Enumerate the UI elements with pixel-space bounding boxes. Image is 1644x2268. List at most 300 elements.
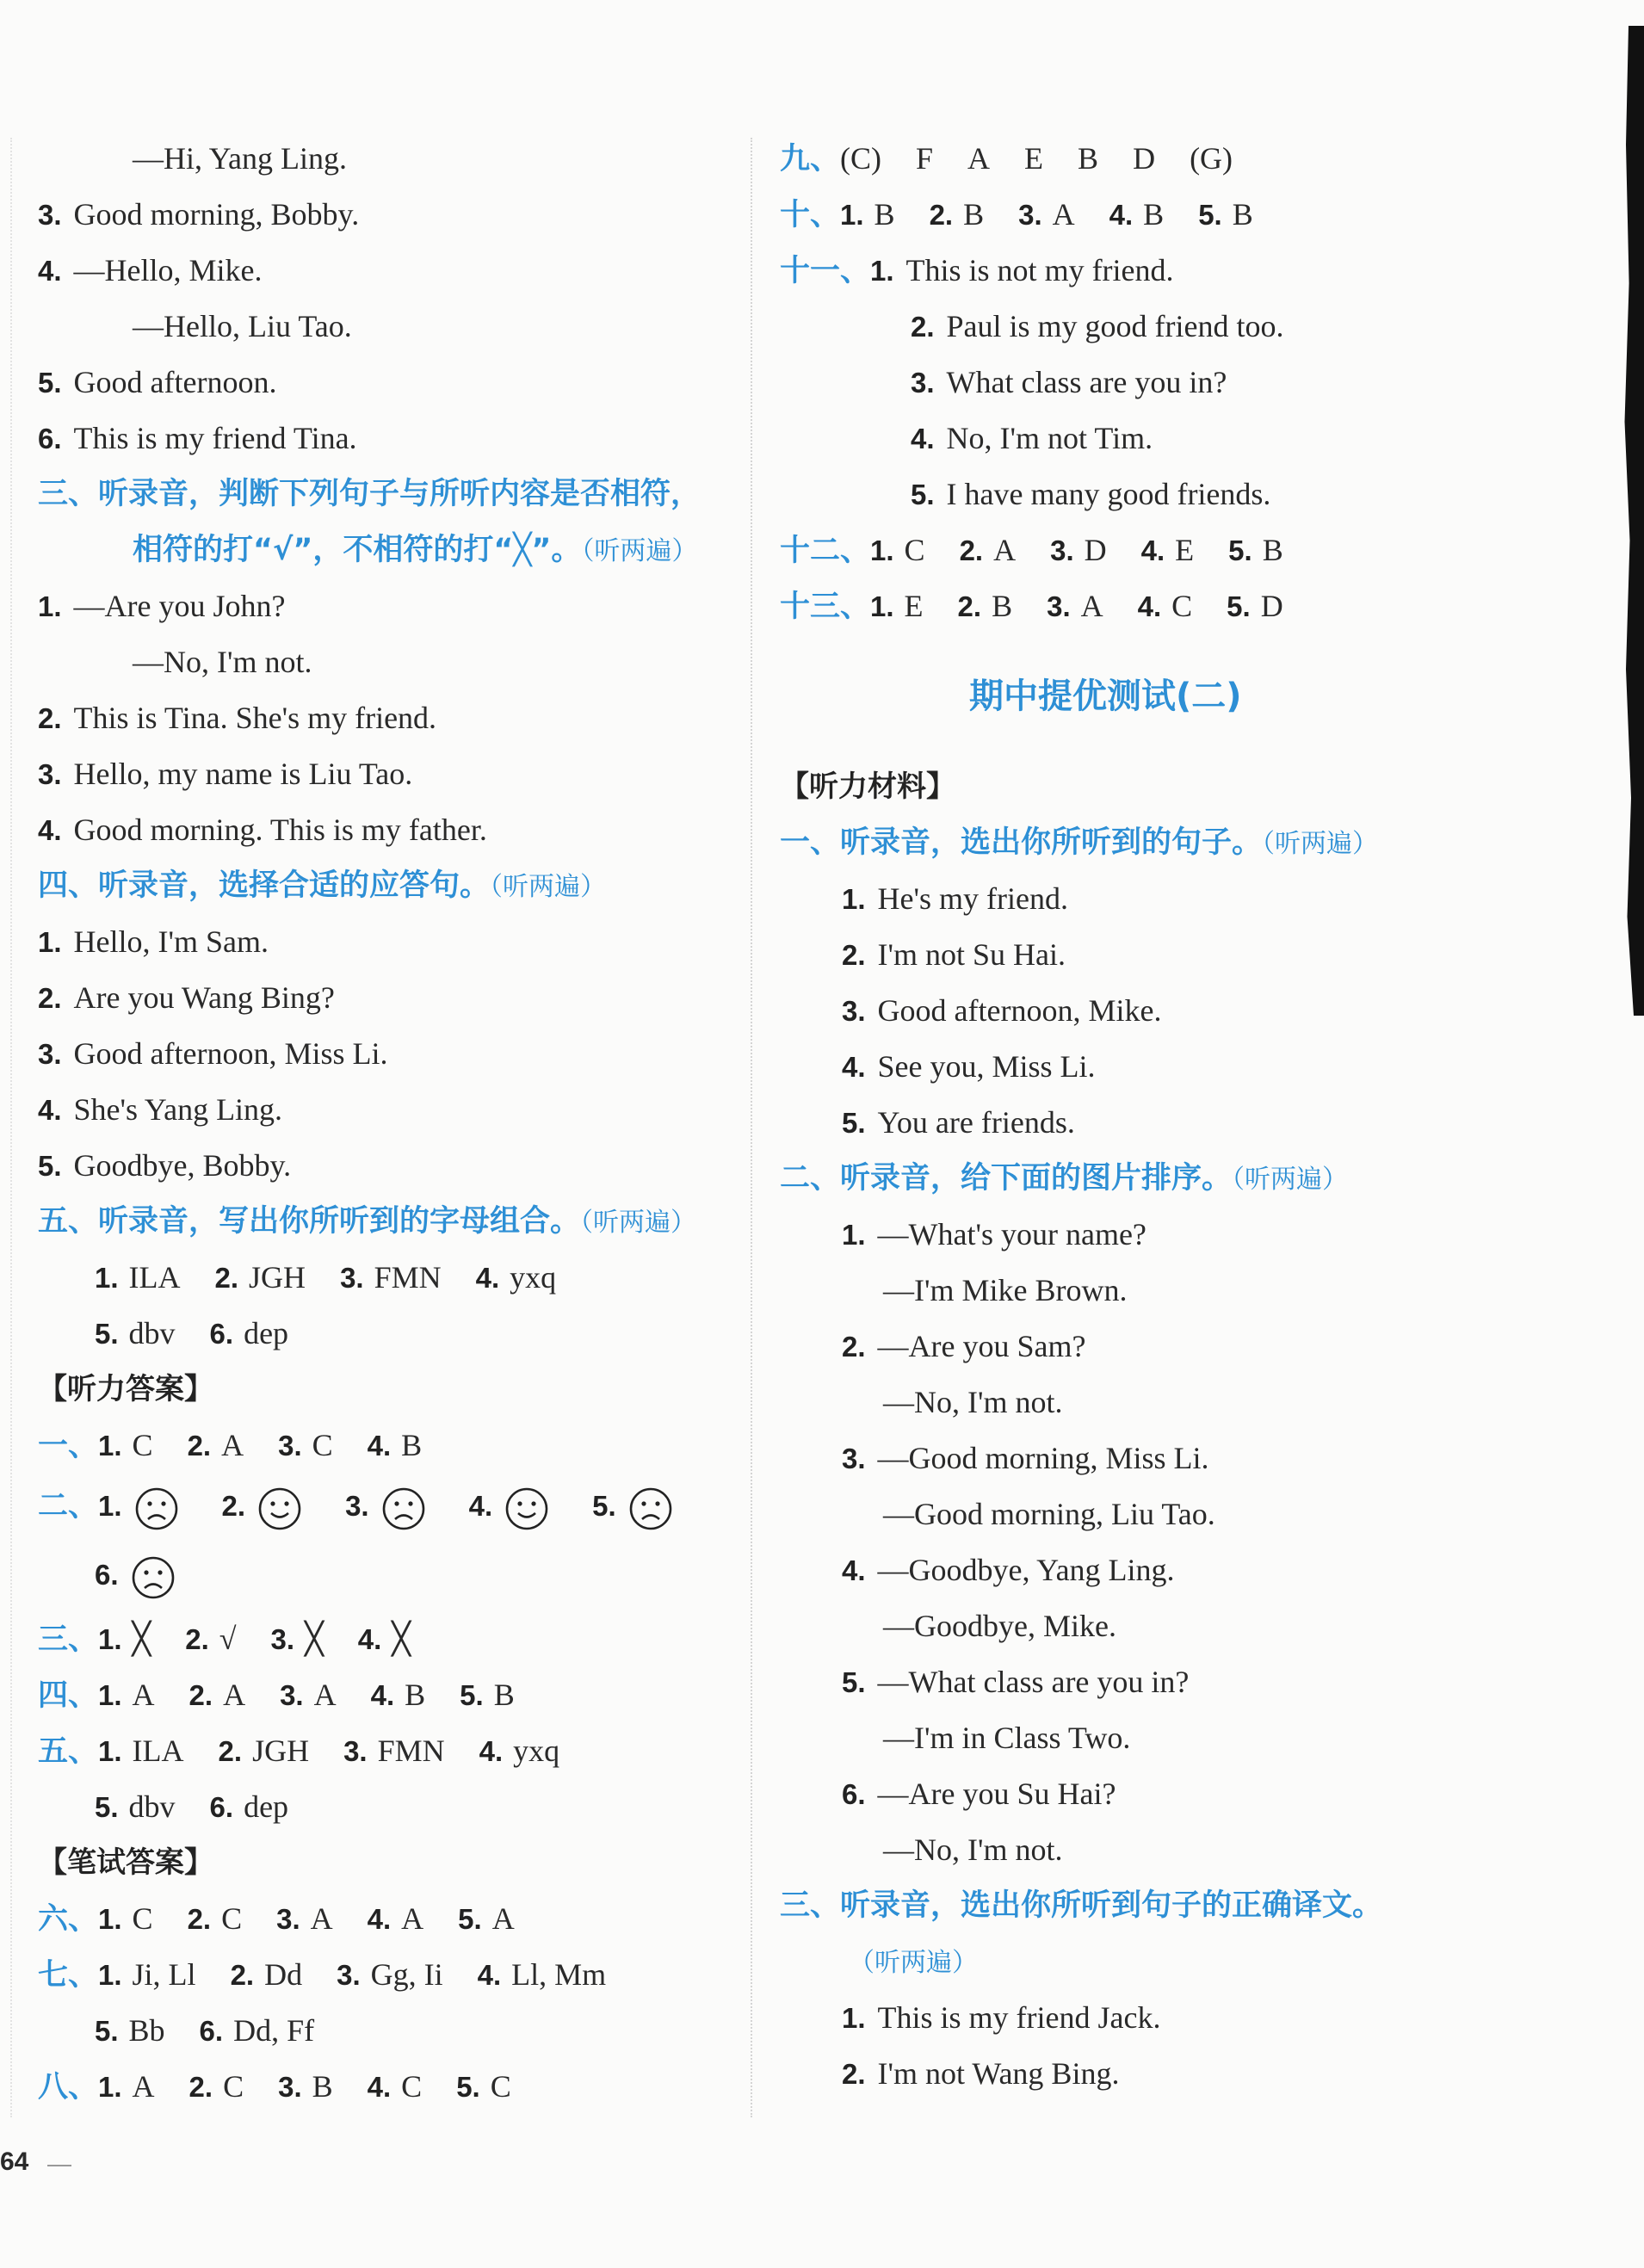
item-text: This is my friend Tina. bbox=[73, 421, 357, 455]
answer-number: 1. bbox=[95, 1262, 119, 1294]
answer-number: 4. bbox=[468, 1490, 493, 1522]
line-item bbox=[842, 1046, 1096, 1087]
line-item bbox=[38, 362, 276, 403]
line-text bbox=[133, 306, 352, 347]
answer-value: C bbox=[132, 1428, 153, 1462]
answer-value: ILA bbox=[128, 1260, 181, 1295]
answer-value: E bbox=[1175, 533, 1195, 567]
answer-number: 1. bbox=[98, 1623, 122, 1655]
item-text: —Are you John? bbox=[73, 589, 286, 623]
dialogue-line: —I'm in Class Two. bbox=[883, 1721, 1131, 1755]
answer-value: Ll, Mm bbox=[511, 1957, 607, 1992]
line-item bbox=[842, 1437, 1209, 1479]
answer-number: 3. bbox=[343, 1735, 368, 1767]
line-answers bbox=[38, 1730, 594, 1771]
item-text: —What class are you in? bbox=[877, 1665, 1190, 1699]
question-heading: 相符的打“√”，不相符的打“╳”。 bbox=[133, 533, 582, 567]
answer-item bbox=[231, 1954, 303, 1996]
answer-number: 2. bbox=[187, 1430, 212, 1462]
item-number: 6. bbox=[38, 423, 62, 454]
answer-item bbox=[1138, 585, 1193, 627]
line-answers bbox=[38, 1898, 549, 1939]
item-number: 1. bbox=[842, 1219, 866, 1251]
answer-value: yxq bbox=[513, 1733, 560, 1768]
answer-item bbox=[98, 1674, 155, 1716]
answer-item bbox=[98, 1618, 151, 1660]
line-answers bbox=[38, 1674, 549, 1715]
question-number: 六、 bbox=[38, 1902, 99, 1937]
answer-value: ╳ bbox=[305, 1622, 324, 1656]
line-section bbox=[38, 865, 606, 906]
item-text: You are friends. bbox=[877, 1105, 1075, 1140]
question-heading: 五、听录音，写出你所听到的字母组合。 bbox=[38, 1204, 581, 1239]
happy-face-icon bbox=[257, 1486, 302, 1531]
line-answers bbox=[95, 1313, 323, 1354]
answer-number: 5. bbox=[1227, 590, 1251, 622]
dialogue-line: —Hello, Liu Tao. bbox=[133, 309, 352, 343]
line-answers bbox=[38, 1618, 445, 1659]
item-number: 2. bbox=[38, 702, 62, 734]
answer-item bbox=[1133, 138, 1155, 179]
answer-number: 1. bbox=[98, 1735, 122, 1767]
line-item bbox=[842, 934, 1066, 975]
item-text: This is my friend Jack. bbox=[877, 2000, 1161, 2035]
answer-item bbox=[278, 2066, 333, 2108]
answer-value: FMN bbox=[374, 1260, 442, 1295]
dialogue-line: —No, I'm not. bbox=[883, 1385, 1063, 1419]
answer-value: A bbox=[223, 1678, 246, 1712]
answer-item bbox=[870, 585, 924, 627]
answer-item bbox=[189, 1674, 246, 1716]
answer-value: B bbox=[405, 1678, 426, 1712]
answer-value: A bbox=[313, 1678, 337, 1712]
line-item bbox=[38, 1145, 291, 1186]
item-number: 2. bbox=[842, 2058, 866, 2090]
answer-number: 2. bbox=[185, 1623, 209, 1655]
item-text: Goodbye, Bobby. bbox=[73, 1148, 292, 1183]
item-number: 1. bbox=[38, 926, 62, 958]
answer-value: C bbox=[223, 2069, 244, 2104]
answer-value: A bbox=[1080, 589, 1103, 623]
item-text: —Hello, Mike. bbox=[73, 253, 263, 287]
line-answers bbox=[780, 585, 1318, 627]
answer-item bbox=[1190, 138, 1233, 179]
listen-twice-note: （听两遍） bbox=[849, 1948, 978, 1978]
item-text: See you, Miss Li. bbox=[877, 1049, 1096, 1084]
question-heading: 四、听录音，选择合适的应答句。 bbox=[38, 868, 491, 903]
answer-value: JGH bbox=[252, 1733, 310, 1768]
line-section bbox=[780, 822, 1378, 863]
answer-value: C bbox=[221, 1901, 243, 1936]
column-divider bbox=[751, 138, 752, 2117]
answer-number: 5. bbox=[456, 2071, 480, 2103]
line-section bbox=[849, 1941, 978, 1982]
answer-value: D bbox=[1084, 533, 1107, 567]
question-number: 九、 bbox=[780, 142, 841, 176]
line-faces bbox=[38, 1485, 716, 1536]
answer-value: Ji, Ll bbox=[132, 1957, 196, 1992]
answer-item bbox=[189, 2066, 244, 2108]
line-item bbox=[38, 1033, 388, 1074]
answer-number: 5. bbox=[95, 1791, 119, 1823]
dialogue-line: —No, I'm not. bbox=[883, 1832, 1063, 1867]
line-answers bbox=[95, 1786, 323, 1827]
item-number: 3. bbox=[38, 199, 62, 231]
line-item bbox=[842, 1661, 1189, 1703]
answer-item bbox=[210, 1786, 289, 1828]
item-text: This is not my friend. bbox=[905, 253, 1174, 287]
line-item bbox=[911, 417, 1153, 459]
line-item bbox=[38, 753, 412, 794]
answer-item bbox=[958, 585, 1013, 627]
answer-value: B bbox=[1078, 141, 1099, 176]
answer-number: 1. bbox=[98, 2071, 122, 2103]
answer-number: 6. bbox=[209, 1318, 234, 1350]
sad-face-icon bbox=[381, 1486, 426, 1531]
answer-value: B bbox=[493, 1678, 515, 1712]
line-answers bbox=[95, 2010, 349, 2051]
line-item bbox=[842, 1102, 1075, 1143]
answer-number: 4. bbox=[477, 1959, 502, 1991]
line-item bbox=[911, 473, 1270, 515]
answer-item bbox=[337, 1954, 443, 1996]
item-number: 1. bbox=[842, 2002, 866, 2034]
line-section bbox=[780, 1885, 1382, 1926]
line-text bbox=[883, 1605, 1116, 1647]
answer-item bbox=[368, 1898, 424, 1940]
answer-number: 5. bbox=[1198, 199, 1222, 231]
item-text: Paul is my good friend too. bbox=[946, 309, 1284, 343]
item-number: 5. bbox=[842, 1107, 866, 1139]
answer-item bbox=[916, 138, 933, 179]
item-text: I have many good friends. bbox=[946, 477, 1271, 511]
item-number: 4. bbox=[38, 1094, 62, 1126]
answer-number: 3. bbox=[278, 2071, 302, 2103]
answer-item bbox=[1141, 529, 1195, 572]
line-answers bbox=[38, 1954, 640, 1995]
line-section bbox=[133, 529, 697, 571]
answer-item bbox=[930, 194, 985, 236]
item-number: 1. bbox=[870, 255, 894, 287]
answer-item bbox=[98, 2066, 155, 2108]
sad-face-icon bbox=[628, 1486, 673, 1531]
question-number: 八、 bbox=[38, 2070, 99, 2104]
answer-number: 3. bbox=[270, 1623, 295, 1655]
answer-item bbox=[840, 138, 881, 179]
dialogue-line: —Good morning, Liu Tao. bbox=[883, 1497, 1215, 1531]
item-text: I'm not Su Hai. bbox=[877, 937, 1066, 972]
answer-number: 3. bbox=[280, 1679, 304, 1711]
answer-value: A bbox=[221, 1428, 244, 1462]
answer-item bbox=[188, 1898, 243, 1940]
answer-item bbox=[215, 1257, 306, 1299]
answer-number: 6. bbox=[95, 1559, 119, 1591]
answer-value: ILA bbox=[132, 1733, 184, 1768]
answer-value: B bbox=[1262, 533, 1283, 567]
item-text: Good afternoon. bbox=[73, 365, 277, 399]
answer-value: B bbox=[1143, 197, 1165, 232]
line-answers bbox=[38, 2066, 546, 2107]
item-number: 2. bbox=[842, 939, 866, 971]
answer-value: √ bbox=[219, 1622, 237, 1656]
answer-value: dep bbox=[244, 1789, 289, 1824]
question-number: 十二、 bbox=[780, 534, 871, 568]
answer-item bbox=[95, 1257, 181, 1299]
answer-value: A bbox=[132, 1678, 155, 1712]
line-text bbox=[133, 138, 347, 179]
answer-number: 1. bbox=[840, 199, 864, 231]
answer-value: B bbox=[963, 197, 985, 232]
answer-value: Bb bbox=[128, 2013, 165, 2048]
answer-value: A bbox=[967, 141, 991, 176]
page-number-dash bbox=[47, 2165, 71, 2166]
line-item bbox=[911, 306, 1284, 347]
answer-number: 5. bbox=[95, 1318, 119, 1350]
answer-value: (G) bbox=[1190, 141, 1233, 176]
answer-value: A bbox=[401, 1901, 424, 1936]
line-answers bbox=[95, 1257, 590, 1298]
line-text bbox=[883, 1270, 1127, 1311]
answer-value: yxq bbox=[510, 1260, 557, 1295]
answer-item bbox=[1109, 194, 1165, 236]
answer-item bbox=[1198, 194, 1253, 236]
answer-number: 2. bbox=[957, 590, 982, 622]
item-text: Hello, I'm Sam. bbox=[73, 924, 269, 959]
answer-item bbox=[458, 1898, 515, 1940]
answer-number: 5. bbox=[458, 1903, 482, 1935]
item-number: 3. bbox=[911, 367, 935, 399]
answer-item bbox=[340, 1257, 442, 1299]
line-item bbox=[842, 1214, 1146, 1255]
answer-value: dep bbox=[244, 1316, 289, 1350]
item-text: He's my friend. bbox=[877, 881, 1068, 916]
answer-number: 3. bbox=[337, 1959, 361, 1991]
answer-item bbox=[185, 1618, 236, 1660]
line-item bbox=[842, 1997, 1160, 2038]
answer-number: 1. bbox=[98, 1430, 122, 1462]
line-item bbox=[842, 2053, 1119, 2094]
line-item bbox=[38, 921, 269, 962]
answer-number: 4. bbox=[1137, 590, 1162, 622]
item-number: 4. bbox=[911, 423, 935, 454]
answer-value: dbv bbox=[128, 1316, 176, 1350]
answer-value: C bbox=[132, 1901, 153, 1936]
dialogue-line: —No, I'm not. bbox=[133, 645, 312, 679]
answer-number: 2. bbox=[929, 199, 954, 231]
answer-item bbox=[98, 1898, 153, 1940]
answer-item bbox=[1050, 529, 1107, 572]
answer-number: 4. bbox=[367, 1903, 392, 1935]
answer-value: A bbox=[1052, 197, 1075, 232]
line-item bbox=[38, 977, 335, 1018]
answer-item bbox=[95, 1786, 176, 1828]
answer-number: 5. bbox=[460, 1679, 484, 1711]
answer-number: 4. bbox=[367, 2071, 392, 2103]
answer-item bbox=[343, 1730, 445, 1772]
answer-number: 5. bbox=[1228, 535, 1252, 566]
sad-face-icon bbox=[134, 1486, 179, 1531]
item-number: 2. bbox=[842, 1331, 866, 1363]
answer-item bbox=[478, 1954, 607, 1996]
question-heading: 二、听录音，给下面的图片排序。 bbox=[780, 1161, 1233, 1196]
listen-twice-note: （听两遍） bbox=[1262, 829, 1379, 859]
item-number: 4. bbox=[842, 1554, 866, 1586]
answer-item bbox=[276, 1898, 333, 1940]
answer-number: 3. bbox=[345, 1490, 369, 1522]
line-item bbox=[842, 1549, 1175, 1591]
answer-value: Dd, Ff bbox=[233, 2013, 315, 2048]
left-margin-rule bbox=[10, 138, 12, 2117]
answer-number: 1. bbox=[98, 1679, 122, 1711]
answer-value: C bbox=[490, 2069, 511, 2104]
section-heading: 【听力材料】 bbox=[780, 769, 955, 804]
listen-twice-note: （听两遍） bbox=[490, 872, 607, 902]
answer-number: 2. bbox=[189, 1679, 213, 1711]
item-number: 4. bbox=[38, 814, 62, 846]
answer-item bbox=[358, 1618, 411, 1660]
answer-number: 4. bbox=[1140, 535, 1165, 566]
dialogue-line: —Hi, Yang Ling. bbox=[133, 141, 348, 176]
answer-item bbox=[1227, 585, 1283, 627]
item-text: —Are you Su Hai? bbox=[877, 1777, 1116, 1811]
line-item bbox=[842, 1773, 1116, 1814]
answer-item bbox=[98, 1954, 196, 1996]
line-item bbox=[38, 250, 263, 291]
answer-value: (C) bbox=[840, 141, 882, 176]
answer-number: 4. bbox=[1109, 199, 1134, 231]
answer-item bbox=[95, 1313, 176, 1355]
item-number: 5. bbox=[842, 1666, 866, 1698]
answer-number: 4. bbox=[479, 1735, 504, 1767]
answer-item bbox=[280, 1674, 337, 1716]
line-text bbox=[883, 1717, 1130, 1758]
sad-face-icon bbox=[131, 1555, 176, 1600]
answer-item bbox=[840, 194, 895, 236]
answer-item bbox=[456, 2066, 511, 2108]
answer-value: D bbox=[1260, 589, 1283, 623]
item-number: 6. bbox=[842, 1778, 866, 1810]
item-text: Good morning, Bobby. bbox=[73, 197, 360, 232]
answer-item bbox=[960, 529, 1017, 572]
line-item bbox=[842, 1326, 1085, 1367]
question-number: 五、 bbox=[38, 1734, 99, 1769]
line-bracket bbox=[38, 1369, 213, 1410]
question-number: 二、 bbox=[38, 1489, 99, 1523]
answer-number: 2. bbox=[187, 1903, 212, 1935]
item-number: 4. bbox=[842, 1051, 866, 1083]
section-heading: 【听力答案】 bbox=[38, 1372, 213, 1406]
answer-value: C bbox=[401, 2069, 423, 2104]
answer-number: 5. bbox=[95, 2015, 119, 2047]
answer-number: 4. bbox=[370, 1679, 395, 1711]
answer-number: 3. bbox=[340, 1262, 364, 1294]
item-text: Good morning. This is my father. bbox=[73, 813, 487, 847]
answer-item bbox=[476, 1257, 557, 1299]
answer-number: 4. bbox=[475, 1262, 500, 1294]
answer-number: 2. bbox=[189, 2071, 213, 2103]
answer-number: 1. bbox=[98, 1959, 122, 1991]
answer-item bbox=[870, 529, 925, 572]
line-answers bbox=[780, 529, 1318, 571]
item-text: Good afternoon, Miss Li. bbox=[73, 1036, 388, 1071]
question-number: 十、 bbox=[780, 198, 841, 232]
question-number: 三、 bbox=[38, 1622, 99, 1657]
answer-item bbox=[1047, 585, 1103, 627]
answer-value: E bbox=[1024, 141, 1044, 176]
answer-value: B bbox=[401, 1428, 423, 1462]
page-number: 64 bbox=[0, 2147, 29, 2176]
item-text: What class are you in? bbox=[946, 365, 1227, 399]
answer-item bbox=[219, 1730, 310, 1772]
line-answers bbox=[780, 138, 1267, 179]
answer-item bbox=[98, 1424, 153, 1467]
item-number: 3. bbox=[38, 758, 62, 790]
answer-number: 2. bbox=[230, 1959, 255, 1991]
answer-item bbox=[460, 1674, 515, 1716]
item-text: —Good morning, Miss Li. bbox=[877, 1441, 1209, 1475]
answer-number: 3. bbox=[278, 1430, 302, 1462]
question-heading: 三、听录音，选出你所听到句子的正确译文。 bbox=[780, 1888, 1383, 1923]
answer-item bbox=[1018, 194, 1075, 236]
answer-number: 1. bbox=[98, 1903, 122, 1935]
question-number: 十三、 bbox=[780, 590, 871, 624]
answer-item bbox=[479, 1730, 560, 1772]
item-number: 1. bbox=[38, 590, 62, 622]
answer-value: C bbox=[1171, 589, 1193, 623]
item-number: 1. bbox=[842, 883, 866, 915]
question-number: 十一、 bbox=[780, 254, 871, 288]
line-answers bbox=[38, 1424, 456, 1466]
item-text: —Goodbye, Yang Ling. bbox=[877, 1553, 1175, 1587]
answer-number: 6. bbox=[209, 1791, 234, 1823]
item-text: Good afternoon, Mike. bbox=[877, 993, 1162, 1028]
answer-value: C bbox=[904, 533, 925, 567]
question-number: 四、 bbox=[38, 1678, 99, 1713]
answer-value: B bbox=[1232, 197, 1253, 232]
answer-number: 2. bbox=[221, 1490, 246, 1522]
item-text: Hello, my name is Liu Tao. bbox=[73, 757, 413, 791]
answer-value: B bbox=[874, 197, 895, 232]
item-number: 3. bbox=[38, 1038, 62, 1070]
line-item bbox=[38, 809, 487, 850]
answer-item bbox=[98, 1730, 184, 1772]
line-bracket bbox=[780, 766, 955, 807]
scan-edge bbox=[1618, 26, 1644, 1016]
line-text bbox=[883, 1829, 1062, 1870]
answer-number: 1. bbox=[870, 590, 894, 622]
line-answers bbox=[780, 194, 1288, 235]
line-item bbox=[38, 417, 357, 459]
answer-value: ╳ bbox=[392, 1622, 411, 1656]
line-item bbox=[911, 362, 1227, 403]
item-text: —Are you Sam? bbox=[877, 1329, 1086, 1363]
item-number: 3. bbox=[842, 995, 866, 1027]
answer-item bbox=[271, 1618, 324, 1660]
item-number: 2. bbox=[38, 982, 62, 1014]
answer-value: A bbox=[491, 1901, 515, 1936]
line-section bbox=[780, 1158, 1348, 1199]
line-item bbox=[780, 250, 1174, 291]
item-text: She's Yang Ling. bbox=[73, 1092, 283, 1127]
answer-number: 4. bbox=[367, 1430, 392, 1462]
answer-item bbox=[368, 1424, 423, 1467]
line-bracket bbox=[38, 1842, 213, 1883]
listen-twice-note: （听两遍） bbox=[580, 1208, 697, 1238]
answer-item bbox=[278, 1424, 333, 1467]
answer-value: F bbox=[916, 141, 934, 176]
item-number: 4. bbox=[38, 255, 62, 287]
answer-value: D bbox=[1133, 141, 1156, 176]
